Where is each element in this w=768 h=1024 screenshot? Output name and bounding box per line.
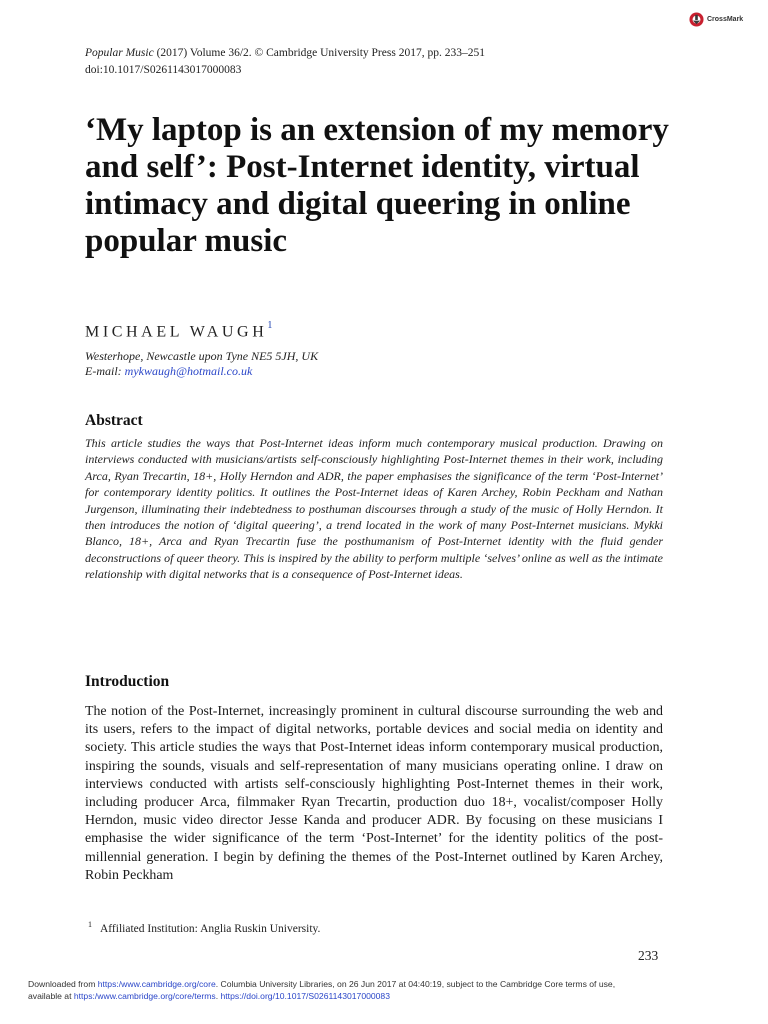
abstract-text: This article studies the ways that Post-Internet ideas inform much contemporary musical production. Drawing on interviews conducted with musicians/artists self-consciously highlighting Post-Internet themes in their work, including Arca, Ryan Trecartin, 18+, Holly Herndon and ADR, the paper emphasises the significance of the term ‘Post-Internet’ for contemporary identity politics. It outlines the Post-Internet ideas of Karen Archey, Robin Peckham and Nathan Jurgenson, illuminating their indebtedness to posthuman discourses through a study of the music of Holly Herndon. It then introduces the notion of ‘digital queering’, a trend located in the work of many Post-Internet musicians. Mykki Blanco, 18+, Arca and Ryan Trecartin fuse the posthumanism of Post-Internet identity with the fluid gender deconstructions of queer theory. This is inspired by the ability to perform multiple ‘selves’ online as well as the intimate relationship with digital networks that is a consequence of Post-Internet ideas.: [85, 436, 663, 582]
journal-name: Popular Music: [85, 47, 154, 59]
download-sep: .: [215, 991, 221, 1001]
abstract-heading: Abstract: [85, 412, 143, 429]
footnote-mark: 1: [88, 920, 92, 929]
author-name: MICHAEL WAUGH: [85, 323, 268, 341]
author: [85, 322, 272, 341]
author-footnote-mark[interactable]: 1: [267, 320, 273, 331]
email-label: E-mail:: [85, 364, 125, 378]
doi-link[interactable]: https://doi.org/10.1017/S0261143017000083: [220, 991, 390, 1001]
author-affiliation: [85, 349, 318, 379]
crossmark-icon: [689, 12, 704, 27]
terms-link[interactable]: https:/www.cambridge.org/core/terms: [73, 991, 216, 1001]
crossmark-badge[interactable]: [689, 11, 759, 27]
citation-header: [85, 45, 485, 79]
crossmark-label: CrossMark: [707, 15, 744, 23]
citation-details: (2017) Volume 36/2. © Cambridge University Press 2017, pp. 233–251: [153, 47, 485, 59]
footnote-text: Affiliated Institution: Anglia Ruskin University.: [100, 922, 321, 935]
download-prefix: Downloaded from: [28, 979, 98, 989]
download-line2-prefix: available at: [28, 991, 74, 1001]
article-title: ‘My laptop is an extension of my memory and self’: Post-Internet identity, virtual intimacy and digital queering in online popular music: [85, 112, 669, 259]
cambridge-core-link[interactable]: https:/www.cambridge.org/core: [97, 979, 216, 989]
introduction-heading: Introduction: [85, 673, 170, 690]
introduction-text: The notion of the Post-Internet, increasingly prominent in cultural discourse surrounding the web and its users, refers to the impact of digital networks, portable devices and social media on identity and society. This article studies the ways that Post-Internet ideas inform contemporary musical production, inspiring the sounds, visuals and self-representation of many musicians operating online. I draw on interviews conducted with artists self-consciously highlighting Post-Internet themes in their work, including producer Arca, filmmaker Ryan Trecartin, production duo 18+, vocalist/composer Holly Herndon, music video director Jesse Kanda and producer ADR. By focusing on these musicians I emphasise the wider significance of the term ‘Post-Internet’ for the identity politics of the post-millennial generation. I begin by defining the themes of the Post-Internet outlined by Karen Archey, Robin Peckham: [85, 704, 663, 883]
download-notice: [28, 978, 748, 1002]
footnote: [88, 920, 320, 935]
author-address: Westerhope, Newcastle upon Tyne NE5 5JH, UK: [85, 349, 319, 363]
download-middle: . Columbia University Libraries, on 26 Jun 2017 at 04:40:19, subject to the Cambridge Core terms of use,: [215, 979, 616, 989]
doi: doi:10.1017/S0261143017000083: [85, 64, 242, 76]
author-email-link[interactable]: mykwaugh@hotmail.co.uk: [124, 364, 253, 378]
author-email-line: [85, 364, 318, 379]
page-number: 233: [638, 948, 659, 963]
